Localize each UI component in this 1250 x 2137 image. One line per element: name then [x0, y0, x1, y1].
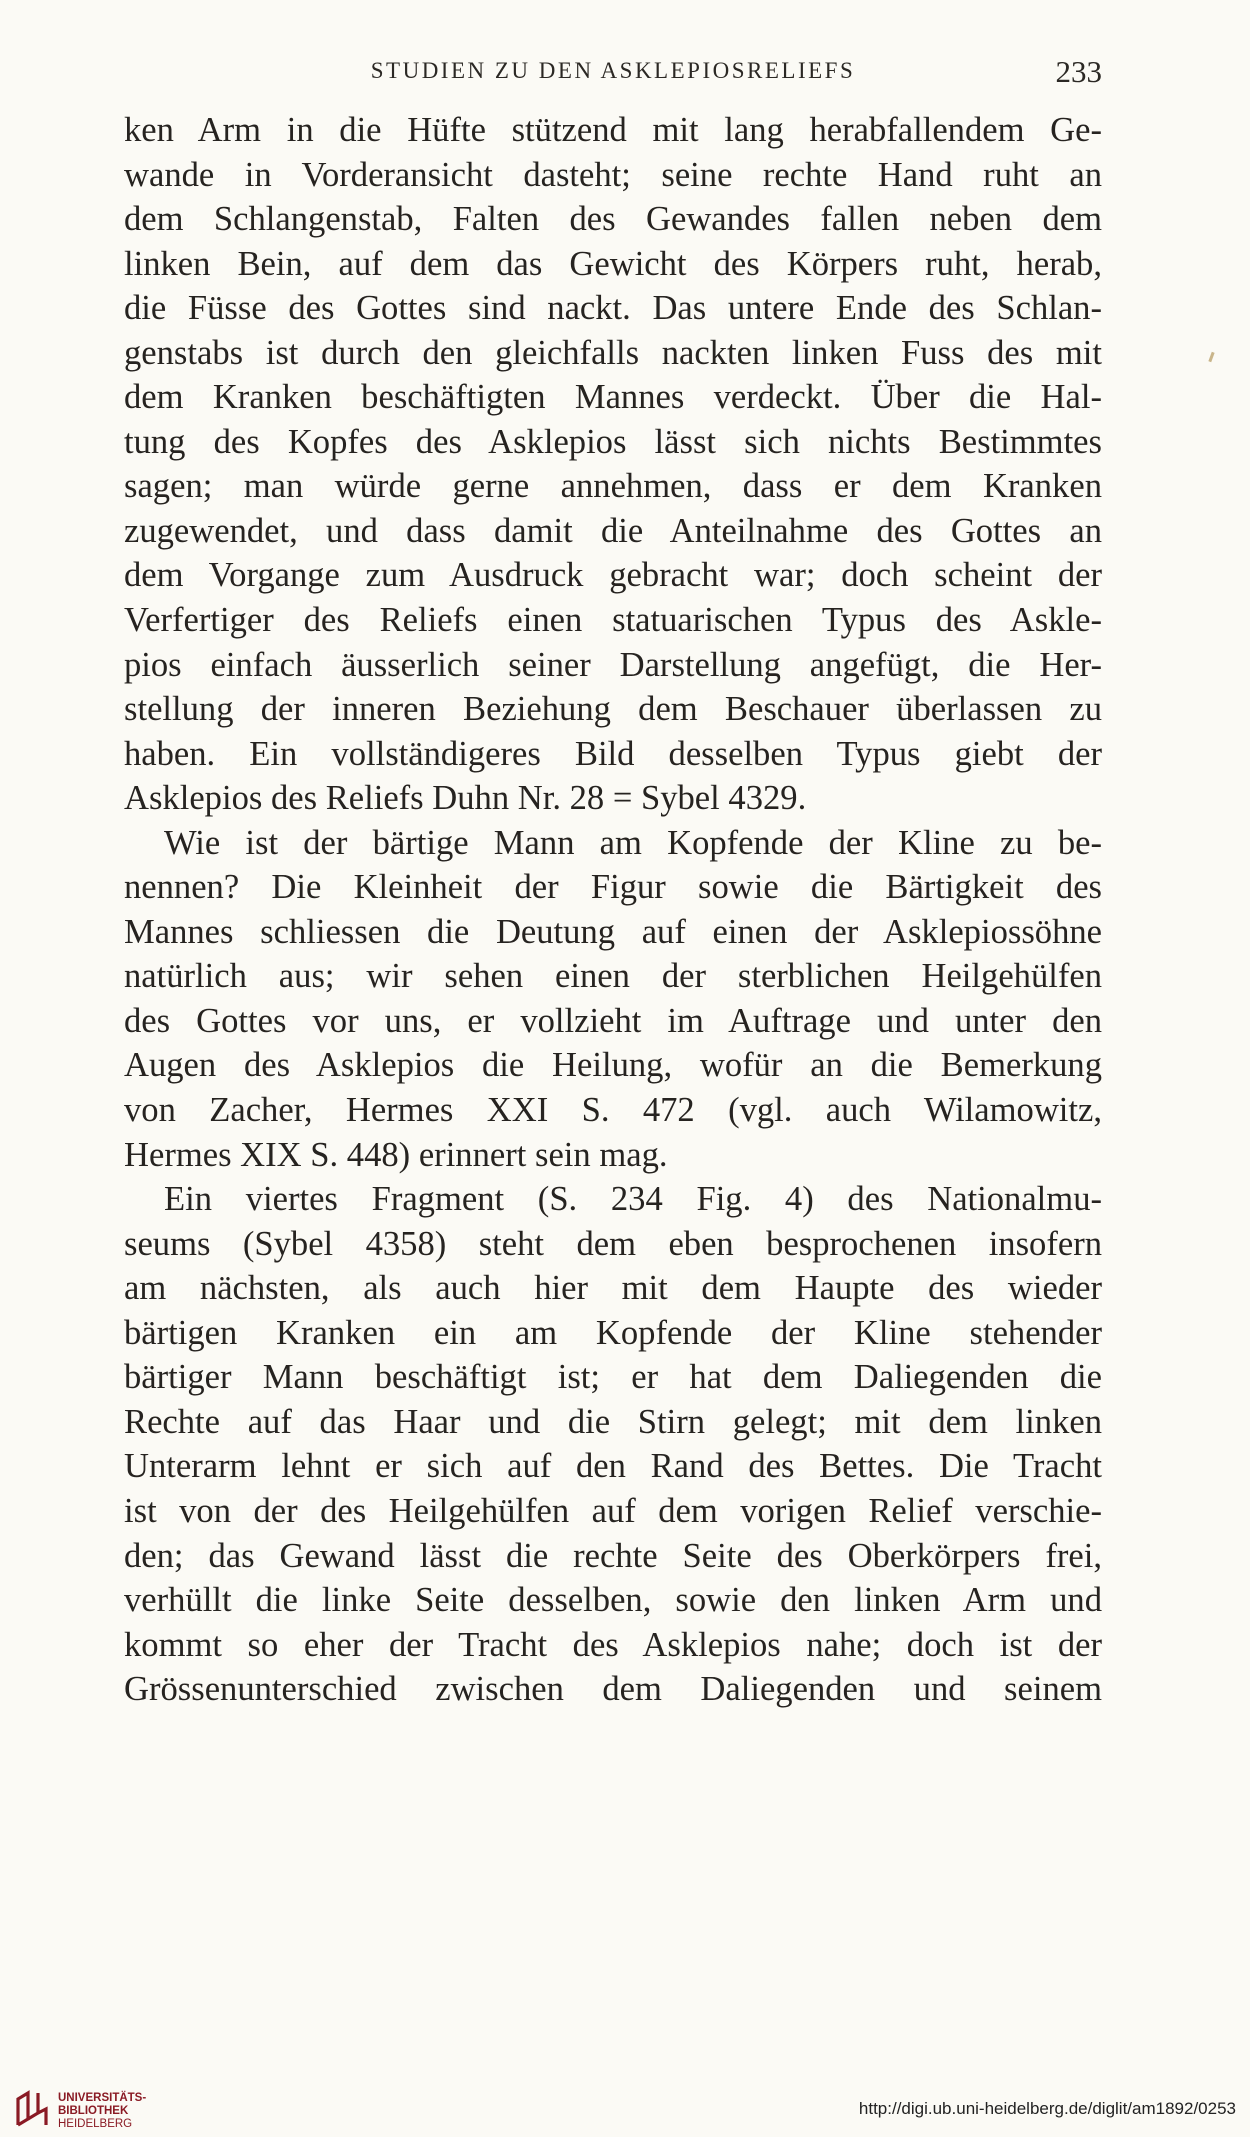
library-name	[58, 2092, 146, 2131]
text-line: zugewendet, und dass damit die Anteilnahme des Gottes an	[124, 511, 1102, 550]
text-line: stellung der inneren Beziehung dem Beschauer überlassen zu	[124, 690, 1102, 729]
text-line: wande in Vorderansicht dasteht; seine rechte Hand ruht an	[124, 155, 1102, 194]
text-line: am nächsten, als auch hier mit dem Haupte des wieder	[124, 1269, 1102, 1308]
body-text	[124, 108, 1102, 1712]
page-header	[124, 54, 1102, 94]
text-line: ken Arm in die Hüfte stützend mit lang herabfallendem Ge-	[124, 111, 1102, 149]
text-line: Augen des Asklepios die Heilung, wofür an die Bemerkung	[124, 1046, 1102, 1085]
text-line: Unterarm lehnt er sich auf den Rand des Bettes. Die Tracht	[124, 1447, 1102, 1486]
text-line: natürlich aus; wir sehen einen der sterblichen Heilgehülfen	[124, 957, 1102, 996]
text-line: Hermes XIX S. 448) erinnert sein mag.	[124, 1135, 668, 1174]
text-line: Ein viertes Fragment (S. 234 Fig. 4) des Nationalmu-	[164, 1180, 1102, 1219]
text-line: genstabs ist durch den gleichfalls nackten linken Fuss des mit	[124, 333, 1102, 372]
text-line: ist von der des Heilgehülfen auf dem vorigen Relief verschie-	[124, 1491, 1102, 1530]
text-line: pios einfach äusserlich seiner Darstellung angefügt, die Her-	[124, 645, 1102, 684]
text-line: dem Schlangenstab, Falten des Gewandes fallen neben dem	[124, 200, 1102, 239]
running-head: STUDIEN ZU DEN ASKLEPIOSRELIEFS	[370, 58, 856, 83]
text-line: Wie ist der bärtige Mann am Kopfende der Kline zu be-	[164, 823, 1102, 862]
text-line: Rechte auf das Haar und die Stirn gelegt; mit dem linken	[124, 1402, 1102, 1441]
text-line: kommt so eher der Tracht des Asklepios nahe; doch ist der	[124, 1625, 1102, 1664]
text-line: seums (Sybel 4358) steht dem eben besprochenen insofern	[124, 1224, 1102, 1263]
text-line: verhüllt die linke Seite desselben, sowie den linken Arm und	[124, 1581, 1102, 1620]
library-name-line: UNIVERSITÄTS-	[58, 2092, 147, 2104]
source-url-link[interactable]: http://digi.ub.uni-heidelberg.de/diglit/am1892/0253	[858, 2099, 1236, 2118]
text-line: die Füsse des Gottes sind nackt. Das untere Ende des Schlan-	[124, 289, 1102, 328]
text-line: linken Bein, auf dem das Gewicht des Körpers ruht, herab,	[124, 244, 1102, 283]
library-logo-icon	[14, 2089, 50, 2129]
text-line: bärtigen Kranken ein am Kopfende der Kline stehender	[124, 1313, 1102, 1352]
text-line: sagen; man würde gerne annehmen, dass er dem Kranken	[124, 467, 1102, 506]
text-line: haben. Ein vollständigeres Bild desselben Typus giebt der	[124, 734, 1102, 773]
library-name-line: BIBLIOTHEK	[58, 2105, 129, 2117]
text-line: Verfertiger des Reliefs einen statuarischen Typus des Askle-	[124, 601, 1102, 640]
library-name-line: HEIDELBERG	[58, 2118, 133, 2130]
library-footer	[0, 2075, 1250, 2137]
text-line: dem Vorgange zum Ausdruck gebracht war; doch scheint der	[124, 556, 1102, 595]
text-line: Grössenunterschied zwischen dem Daliegenden und seinem	[124, 1670, 1102, 1709]
text-line: Asklepios des Reliefs Duhn Nr. 28 = Sybel 4329.	[124, 779, 807, 818]
text-line: nennen? Die Kleinheit der Figur sowie die Bärtigkeit des	[124, 868, 1102, 907]
page-number: 233	[1055, 54, 1102, 89]
text-line: des Gottes vor uns, er vollzieht im Auftrage und unter den	[124, 1001, 1102, 1040]
text-line: Mannes schliessen die Deutung auf einen der Asklepiossöhne	[124, 912, 1102, 951]
text-line: den; das Gewand lässt die rechte Seite des Oberkörpers frei,	[124, 1536, 1102, 1575]
text-line: tung des Kopfes des Asklepios lässt sich nichts Bestimmtes	[124, 422, 1102, 461]
text-line: dem Kranken beschäftigten Mannes verdeckt. Über die Hal-	[124, 378, 1102, 417]
text-line: von Zacher, Hermes XXI S. 472 (vgl. auch Wilamowitz,	[124, 1091, 1102, 1130]
text-line: bärtiger Mann beschäftigt ist; er hat dem Daliegenden die	[124, 1358, 1102, 1397]
paper-speck	[1208, 352, 1214, 362]
